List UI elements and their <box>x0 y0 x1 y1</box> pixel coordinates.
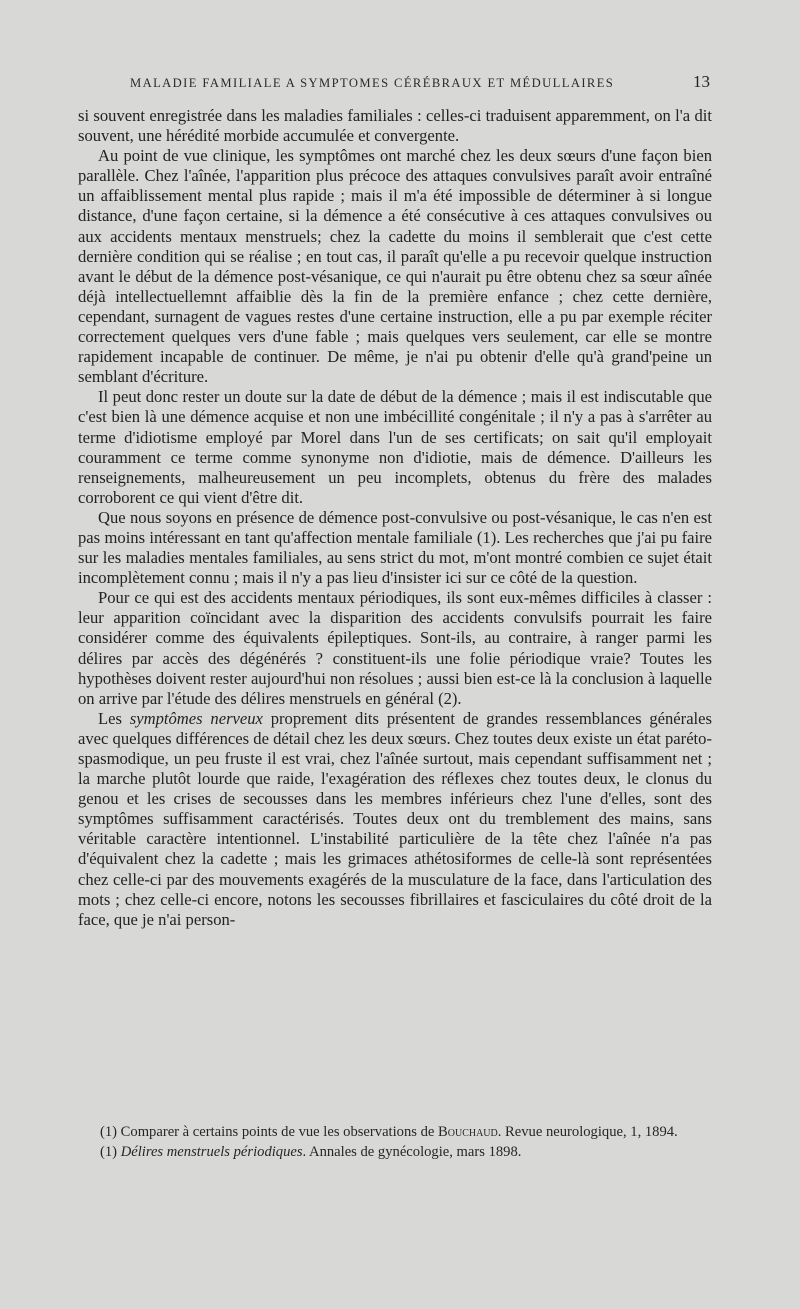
footnotes <box>78 1122 712 1162</box>
nervous-lead: Les <box>98 708 130 728</box>
footnote-1-mark: (1) <box>100 1124 118 1140</box>
nervous-italic: symptômes nerveux <box>129 708 263 728</box>
paragraph-clinical-view: Au point de vue clinique, les symptômes ont marché chez les deux sœurs d'une façon bien parallèle. Chez l'aînée, l'apparition plus précoce des attaques convulsives paraît avoir entraîné un affaiblissement mental plus rapide ; mais il m'a été impossible de déterminer à si longue distance, d'une façon certaine, si la démence a été consécutive à ces attaques convulsives ou aux accidents mentaux menstruels; chez la cadette du moins il semblerait que c'est cette dernière condition qui se réalise ; en tout cas, il paraît qu'elle a pu recevoir quelque instruction avant le début de la démence post-vésanique, ce qui n'aurait pu être obtenu chez sa sœur aînée déjà intellectuellemnt affaiblie dès la fin de la première enfance ; chez cette dernière, cependant, surnagent de vagues restes d'une certaine instruction, elle a pu par exemple réciter correctement quelques vers d'une fable ; mais quelques vers seulement, car elle se montre rapidement incapable de continuer. De même, je n'ai pu obtenir d'elle qu'à grand'peine un semblant d'écriture. <box>78 146 712 387</box>
running-title: MALADIE FAMILIALE A SYMPTOMES CÉRÉBRAUX ET MÉDULLAIRES <box>130 76 615 90</box>
nervous-rest: proprement dits présentent de grandes ressemblances générales avec quelques différences de détail chez les deux sœurs. Chez toutes deux existe un état paréto-spasmodique, un peu fruste il est vrai, chez l'aînée surtout, mais cependant suffisamment net ; la marche plutôt lourde que raide, l'exagération des réflexes chez toutes deux, le clonus du genou et les crises de secousses dans les membres inférieurs chez l'une d'elles, sont des symptômes suffisamment caractérisés. Toutes deux ont du tremblement des mains, sans véritable caractère intentionnel. L'instabilité particulière de la tête chez l'aînée n'a pas d'équivalent chez la cadette ; mais les grimaces athétosiformes de celle-là sont représentées chez celle-ci par des mouvements exagérés de la musculature de la face, dans l'articulation des mots ; chez celle-ci encore, notons les secousses fibrillaires et fasciculaires du côté droit de la face, que je n'ai person- <box>78 708 712 929</box>
page-number: 13 <box>693 72 710 91</box>
running-header <box>78 72 710 92</box>
footnote-1-source: . Revue neurologique, 1, 1894. <box>497 1124 678 1140</box>
paragraph-nervous-symptoms <box>78 709 712 930</box>
footnote-2-title: Délires menstruels périodiques <box>120 1144 303 1160</box>
footnote-2 <box>78 1142 712 1162</box>
footnote-2-source: . Annales de gynécologie, mars 1898. <box>302 1144 522 1160</box>
body-text <box>78 106 712 930</box>
footnote-2-mark: (1) <box>100 1144 118 1160</box>
footnote-1-text: Comparer à certains points de vue les observations de <box>117 1124 439 1140</box>
paragraph-dementia-onset: Il peut donc rester un doute sur la date de début de la démence ; mais il est indiscutable que c'est bien là une démence acquise et non une imbécillité congénitale ; il n'y a pas à s'arrêter au terme d'idiotisme employé par Morel dans l'un de ses certificats; on sait qu'il employait couramment ce terme comme synonyme non d'idiotie, mais de démence. D'ailleurs les renseignements, malheureusement un peu incomplets, obtenus du frère des malades corroborent ce qui vient d'être dit. <box>78 387 712 507</box>
paragraph-familial-affection: Que nous soyons en présence de démence post-convulsive ou post-vésanique, le cas n'en est pas moins intéressant en tant qu'affection mentale familiale (1). Les recherches que j'ai pu faire sur les maladies mentales familiales, au sens strict du mot, m'ont montré combien ce sujet était incomplètement connu ; mais il n'y a pas lieu d'insister ici sur ce côté de la question. <box>78 507 712 588</box>
footnote-1-author: Bouchaud <box>438 1124 498 1140</box>
paragraph-continuation: si souvent enregistrée dans les maladies familiales : celles-ci traduisent apparemment, on l'a dit souvent, une hérédité morbide accumulée et convergente. <box>78 106 712 146</box>
footnote-1 <box>78 1122 712 1142</box>
paragraph-periodic-accidents: Pour ce qui est des accidents mentaux périodiques, ils sont eux-mêmes difficiles à classer : leur apparition coïncidant avec la disparition des accidents convulsifs pourrait les faire considérer comme des équivalents épileptiques. Sont-ils, au contraire, à ranger parmi les délires par accès des dégénérés ? constituent-ils une folie périodique vraie? Toutes les hypothèses doivent rester aujourd'hui non résolues ; aussi bien est-ce là la conclusion à laquelle on arrive par l'étude des délires menstruels en général (2). <box>78 588 712 708</box>
